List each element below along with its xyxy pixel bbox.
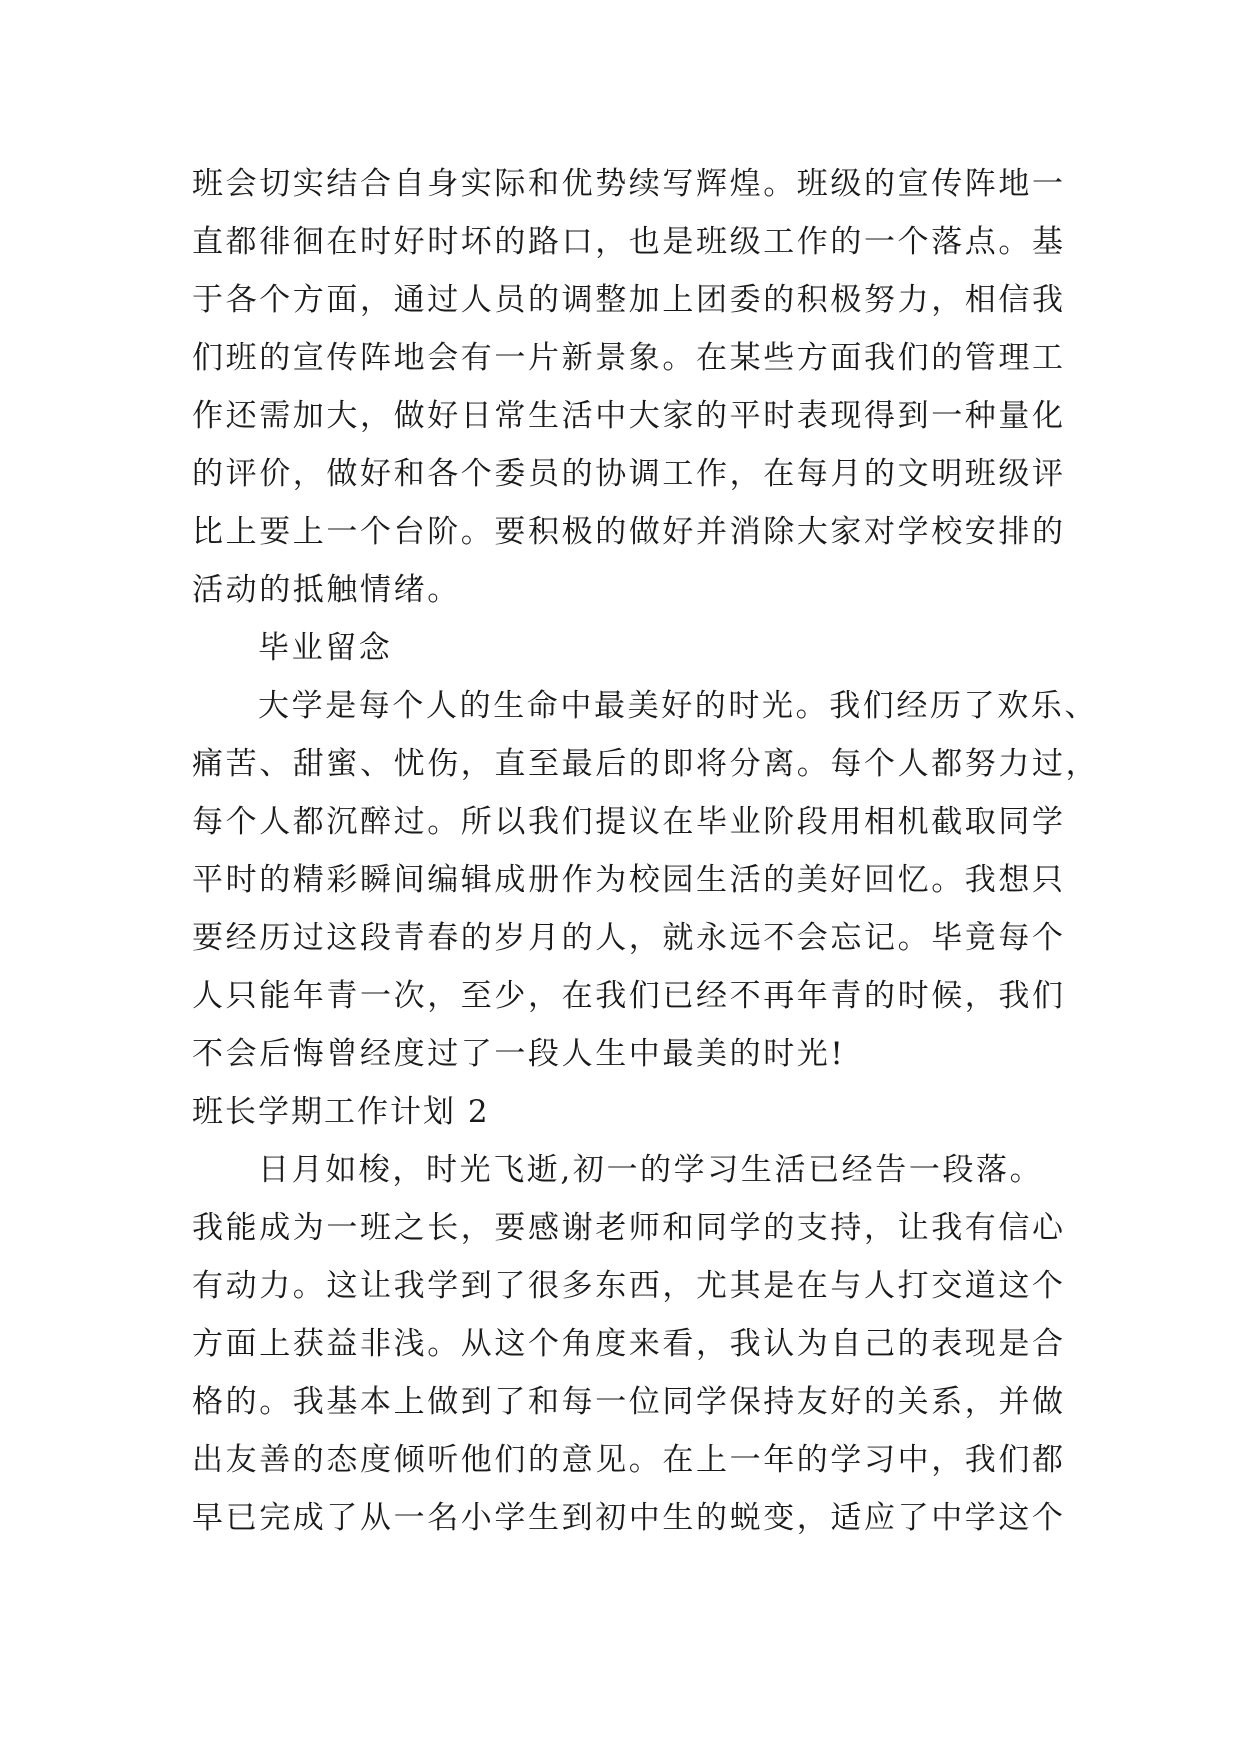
text-line: 的评价，做好和各个委员的协调工作，在每月的文明班级评 bbox=[192, 456, 1066, 492]
section-title-graduation: 毕业留念 bbox=[258, 630, 393, 666]
text-line: 不会后悔曾经度过了一段人生中最美的时光! bbox=[192, 1036, 846, 1072]
text-line: 日月如梭，时光飞逝,初一的学习生活已经告一段落。 bbox=[258, 1152, 1044, 1188]
text-line: 直都徘徊在时好时坏的路口，也是班级工作的一个落点。基 bbox=[192, 224, 1066, 260]
text-line: 我能成为一班之长，要感谢老师和同学的支持，让我有信心 bbox=[192, 1210, 1066, 1246]
text-line: 于各个方面，通过人员的调整加上团委的积极努力，相信我 bbox=[192, 282, 1066, 318]
text-line: 活动的抵触情绪。 bbox=[192, 572, 461, 608]
text-line: 们班的宣传阵地会有一片新景象。在某些方面我们的管理工 bbox=[192, 340, 1066, 376]
document-body bbox=[192, 155, 1100, 1547]
section-heading-plan-2: 班长学期工作计划 2 bbox=[192, 1094, 490, 1130]
text-line: 早已完成了从一名小学生到初中生的蜕变，适应了中学这个 bbox=[192, 1500, 1066, 1536]
text-line: 平时的精彩瞬间编辑成册作为校园生活的美好回忆。我想只 bbox=[192, 862, 1066, 898]
text-line: 作还需加大，做好日常生活中大家的平时表现得到一种量化 bbox=[192, 398, 1066, 434]
text-line: 痛苦、甜蜜、忧伤，直至最后的即将分离。每个人都努力过， bbox=[192, 746, 1100, 782]
text-line: 比上要上一个台阶。要积极的做好并消除大家对学校安排的 bbox=[192, 514, 1066, 550]
text-line: 班会切实结合自身实际和优势续写辉煌。班级的宣传阵地一 bbox=[192, 166, 1066, 202]
text-line: 方面上获益非浅。从这个角度来看，我认为自己的表现是合 bbox=[192, 1326, 1066, 1362]
text-line: 有动力。这让我学到了很多东西，尤其是在与人打交道这个 bbox=[192, 1268, 1066, 1304]
text-line: 出友善的态度倾听他们的意见。在上一年的学习中，我们都 bbox=[192, 1442, 1066, 1478]
text-line: 每个人都沉醉过。所以我们提议在毕业阶段用相机截取同学 bbox=[192, 804, 1066, 840]
text-line: 人只能年青一次，至少，在我们已经不再年青的时候，我们 bbox=[192, 978, 1066, 1014]
text-line: 要经历过这段青春的岁月的人，就永远不会忘记。毕竟每个 bbox=[192, 920, 1066, 956]
text-line: 格的。我基本上做到了和每一位同学保持友好的关系，并做 bbox=[192, 1384, 1066, 1420]
text-line: 大学是每个人的生命中最美好的时光。我们经历了欢乐、 bbox=[258, 688, 1098, 724]
